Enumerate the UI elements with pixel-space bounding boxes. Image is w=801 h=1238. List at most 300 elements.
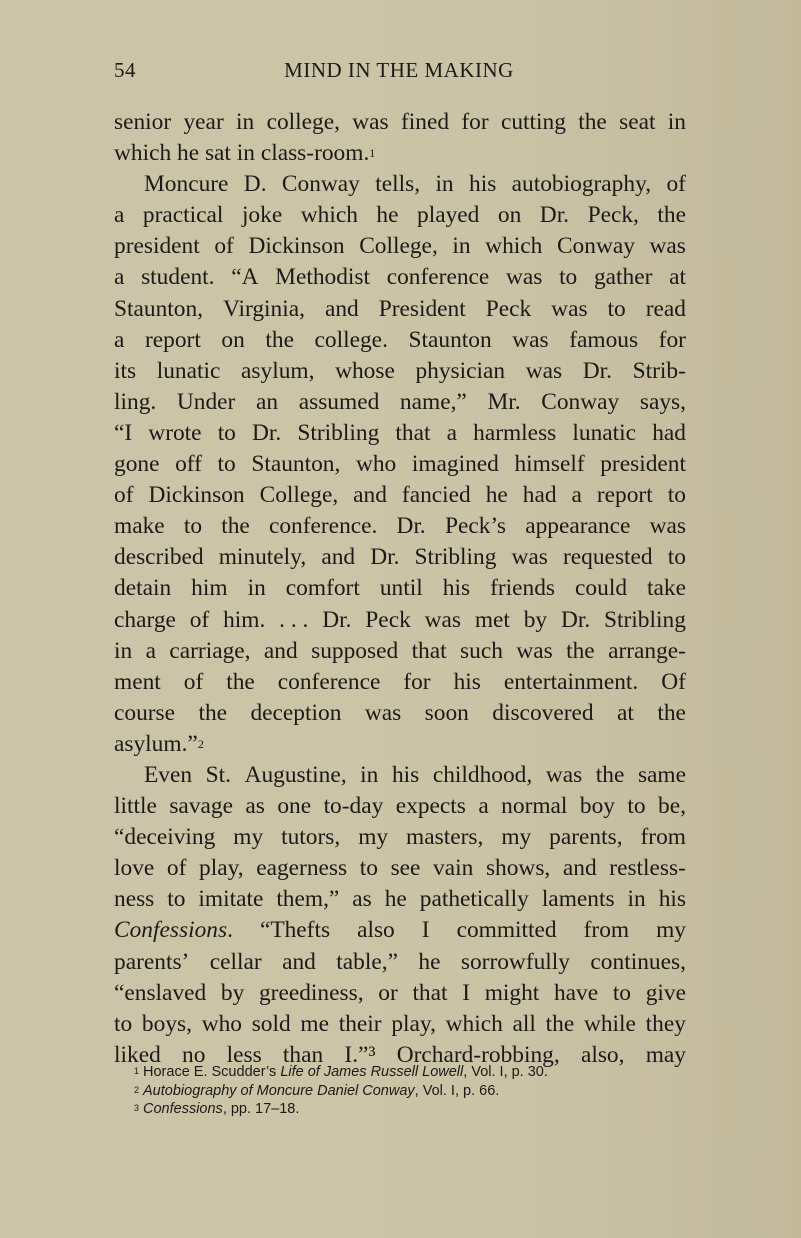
word: boy (579, 793, 615, 820)
word: Staunton, (251, 451, 341, 478)
text-line (114, 1009, 686, 1040)
word: have (553, 979, 599, 1006)
text-line (114, 107, 686, 138)
word: the (545, 1010, 575, 1037)
word: Even (144, 761, 193, 788)
word: restless- (609, 855, 686, 882)
word: Conway (556, 233, 635, 260)
word: to (559, 264, 578, 291)
word: for (403, 668, 431, 695)
word: Peck (485, 295, 532, 322)
word: Dr. (582, 357, 613, 384)
word: shows, (485, 855, 551, 882)
word: who (201, 1010, 242, 1037)
text-line (114, 356, 686, 387)
word: ness (114, 886, 155, 913)
word: conference (386, 264, 490, 291)
word: entertainment. (503, 668, 639, 695)
word: in (360, 761, 379, 788)
word: by (523, 606, 548, 633)
word: cutting (500, 109, 566, 135)
word: might (484, 979, 540, 1006)
word: them,” (276, 886, 340, 913)
word: friends (490, 575, 556, 602)
text-line (114, 480, 686, 511)
word: my (501, 824, 532, 851)
word: asylum.”$^2$ (114, 730, 204, 757)
word: my (358, 824, 389, 851)
word: expects (395, 793, 466, 820)
word: supposed (311, 637, 399, 664)
word: he (485, 482, 508, 509)
word: a (145, 637, 156, 664)
word: a (446, 419, 457, 446)
word: in (236, 109, 255, 135)
word: in (236, 140, 255, 167)
word: comfort (285, 575, 360, 602)
running-title: MIND IN THE MAKING (284, 58, 514, 82)
word: to (667, 482, 686, 509)
word: of (214, 233, 234, 260)
word: Methodist (275, 264, 371, 291)
word: a (114, 326, 125, 353)
word: his (453, 668, 481, 695)
word: the (265, 326, 294, 353)
footnotes (134, 1063, 686, 1119)
word: read (645, 295, 686, 322)
word: report (596, 482, 653, 509)
word: “I (114, 419, 133, 446)
word: Staunton, (114, 295, 204, 322)
word: be, (658, 793, 686, 820)
text-line (114, 978, 686, 1009)
word: gone (114, 451, 160, 478)
word: make (114, 513, 165, 540)
word: Moncure (144, 171, 229, 198)
word: for (461, 109, 489, 135)
word: could (575, 575, 628, 602)
word: a (571, 482, 582, 509)
word: a (114, 264, 125, 291)
word: was (424, 606, 461, 633)
word: “enslaved (114, 979, 207, 1006)
word: student. (141, 264, 215, 291)
word: . . . (279, 606, 309, 633)
word: the (578, 109, 607, 135)
word: to (183, 513, 203, 540)
word: deception (250, 699, 342, 726)
word: and (562, 855, 597, 882)
word: sold (251, 1010, 291, 1037)
text-line (114, 138, 686, 169)
word: my (233, 824, 264, 851)
word: Augustine, (244, 761, 347, 788)
word: to (167, 886, 186, 913)
word: had (522, 482, 557, 509)
word: same (637, 761, 686, 788)
word: to (114, 1010, 133, 1037)
word: “deceiving (114, 824, 216, 851)
word: in (667, 109, 686, 135)
text-line (114, 200, 686, 231)
word: to (217, 451, 236, 478)
word: Conway (541, 388, 620, 415)
word: Strib- (632, 357, 686, 384)
word: says, (639, 388, 686, 415)
word: imagined (411, 451, 499, 478)
word: little (114, 793, 157, 820)
word: that (411, 637, 447, 664)
word: off (175, 451, 202, 478)
word: class-room.$^1$ (260, 140, 376, 167)
word: gather (593, 264, 653, 291)
word: savage (169, 793, 233, 820)
word: was (364, 699, 402, 726)
word: was (525, 357, 563, 384)
word: my (656, 917, 686, 944)
word: continues, (590, 948, 686, 975)
footnote: $^3$ Confessions, pp. 17–18. (134, 1101, 300, 1117)
word: the (221, 513, 250, 540)
word: all (512, 1010, 536, 1037)
word: name,” (399, 388, 467, 415)
word: president (114, 233, 200, 260)
word: sat (204, 140, 231, 167)
word: which (300, 202, 358, 229)
word: seat (619, 109, 656, 135)
word: I (421, 917, 430, 944)
word: masters, (406, 824, 484, 851)
word: course (114, 699, 176, 726)
word: assumed (298, 388, 380, 415)
word: from (583, 917, 630, 944)
word: conference (277, 668, 381, 695)
word: liked (114, 1041, 161, 1068)
word: cellar (209, 948, 262, 975)
word: to (607, 295, 626, 322)
word: Stribling (604, 606, 686, 633)
word: to (217, 419, 236, 446)
word: boys, (141, 1010, 192, 1037)
text-line (114, 667, 686, 698)
word: and (324, 295, 359, 322)
word: and (282, 948, 316, 975)
text-line (114, 853, 686, 884)
word: Dr. (539, 202, 570, 229)
word: year (183, 109, 224, 135)
text-line (114, 231, 686, 262)
word: may (645, 1041, 686, 1068)
word: their (338, 1010, 382, 1037)
word: at (617, 699, 634, 726)
word: by (220, 979, 245, 1006)
text-line (114, 573, 686, 604)
word: he (177, 140, 200, 167)
word: Peck (365, 606, 411, 633)
text-line (114, 294, 686, 325)
word: to (667, 544, 686, 571)
word: president (600, 451, 686, 478)
word: his (469, 171, 497, 198)
word: Virginia, (223, 295, 305, 322)
word: joke (241, 202, 283, 229)
word: played (417, 202, 480, 229)
word: “A (231, 264, 259, 291)
word: was (551, 295, 588, 322)
text-line (114, 791, 686, 822)
word: of (183, 668, 204, 695)
word: college, (266, 109, 340, 135)
word: of (166, 855, 187, 882)
word: play, (199, 855, 244, 882)
word: conference. (268, 513, 378, 540)
word: he (384, 886, 407, 913)
word: such (460, 637, 503, 664)
word: Dr. (560, 606, 591, 633)
word: Orchard-robbing, (396, 1041, 560, 1068)
word: parents, (549, 824, 623, 851)
word: as (352, 886, 372, 913)
word: senior (114, 109, 172, 135)
word: at (669, 264, 686, 291)
text-line (114, 325, 686, 356)
text-line (114, 605, 686, 636)
word: of (189, 606, 210, 633)
word: I (462, 979, 470, 1006)
word: report (144, 326, 201, 353)
word: table,” (336, 948, 398, 975)
text-line (114, 884, 686, 915)
word: was (511, 544, 548, 571)
word: wrote (148, 419, 202, 446)
word: Dickinson (248, 233, 345, 260)
word: asylum, (241, 357, 315, 384)
word: Conway (281, 171, 360, 198)
word: in (247, 575, 266, 602)
word: take (647, 575, 686, 602)
word: its (114, 357, 137, 384)
word: from (640, 824, 686, 851)
word: parents’ (114, 948, 190, 975)
word: “Thefts (259, 917, 331, 944)
body-text (114, 107, 686, 1071)
word: as (245, 793, 265, 820)
word: ment (114, 668, 161, 695)
word: Dr. (396, 513, 426, 540)
word: appearance (525, 513, 631, 540)
word: the (566, 637, 595, 664)
word: in (627, 886, 646, 913)
word: tells, (375, 171, 421, 198)
word: was (505, 264, 543, 291)
text-line (114, 262, 686, 293)
word: his (442, 575, 471, 602)
word: autobiography, (511, 171, 652, 198)
word: D. (243, 171, 267, 198)
text-line (114, 698, 686, 729)
word: College, (359, 233, 438, 260)
text-line (114, 729, 686, 760)
word: discovered (492, 699, 594, 726)
text-line (114, 542, 686, 573)
word: no (182, 1041, 206, 1068)
word: laments (541, 886, 615, 913)
word: Dickinson (148, 482, 245, 509)
word: play, (391, 1010, 436, 1037)
word: eagerness (256, 855, 348, 882)
word: famous (569, 326, 639, 353)
word: physician (415, 357, 506, 384)
word: was (649, 233, 686, 260)
page-header (114, 58, 684, 88)
text-line (114, 636, 686, 667)
word: him (191, 575, 228, 602)
word: he (376, 202, 399, 229)
word: or (378, 979, 398, 1006)
word: a (114, 202, 125, 229)
word: President (378, 295, 466, 322)
word: the (226, 668, 255, 695)
word: him. (223, 606, 266, 633)
word: which (485, 233, 543, 260)
text-line (114, 915, 686, 946)
word: an (256, 388, 279, 415)
word: the (657, 699, 686, 726)
word: was (545, 761, 583, 788)
word: less (226, 1041, 262, 1068)
word: arrange- (608, 637, 686, 664)
word: was (352, 109, 389, 135)
word: childhood, (432, 761, 533, 788)
word: which (445, 1010, 503, 1037)
word: the (198, 699, 228, 726)
word: Confessions. (114, 917, 233, 944)
word: on (497, 202, 522, 229)
text-line (114, 511, 686, 542)
footnote: $^2$ Autobiography of Moncure Daniel Conway, Vol. I, p. 66. (134, 1082, 500, 1099)
word: the (657, 202, 686, 229)
page-number: 54 (114, 58, 136, 82)
word: also, (580, 1041, 625, 1068)
word: was (516, 637, 553, 664)
word: his (658, 886, 686, 913)
word: a (478, 793, 489, 820)
word: fined (400, 109, 450, 135)
word: which (114, 140, 172, 167)
word: while (583, 1010, 636, 1037)
word: harmless (473, 419, 557, 446)
word: they (645, 1010, 686, 1037)
word: Of (661, 668, 686, 695)
word: requested (563, 544, 653, 571)
word: vain (433, 855, 474, 882)
word: that (395, 419, 431, 446)
word: charge (114, 606, 176, 633)
word: the (595, 761, 625, 788)
footnote: $^1$ Horace E. Scudder’s Life of James Russell Lowell, Vol. I, p. 30. (134, 1064, 548, 1080)
word: whose (335, 357, 395, 384)
word: Dr. (252, 419, 282, 446)
word: minutely, (218, 544, 307, 571)
word: until (379, 575, 423, 602)
word: and (321, 544, 356, 571)
word: to (627, 793, 646, 820)
word: ling. (114, 388, 157, 415)
word: love (114, 855, 155, 882)
word: met (474, 606, 510, 633)
word: described (114, 544, 204, 571)
word: Dr. (322, 606, 352, 633)
word: had (652, 419, 686, 446)
word: of (114, 482, 134, 509)
text-line (114, 947, 686, 978)
word: Under (176, 388, 236, 415)
word: was (512, 326, 549, 353)
word: he (418, 948, 441, 975)
word: Staunton (408, 326, 492, 353)
word: pathetically (419, 886, 529, 913)
word: and (263, 637, 298, 664)
word: St. (205, 761, 231, 788)
word: College, (259, 482, 339, 509)
text-line (114, 449, 686, 480)
word: Dr. (370, 544, 400, 571)
word: his (391, 761, 420, 788)
word: give (645, 979, 686, 1006)
word: Stribling (297, 419, 380, 446)
word: I.”³ (344, 1041, 376, 1068)
word: to (612, 979, 632, 1006)
text-line (114, 169, 686, 200)
word: who (355, 451, 397, 478)
word: on (221, 326, 245, 353)
word: sorrowfully (460, 948, 571, 975)
text-line (114, 760, 686, 791)
word: normal (501, 793, 568, 820)
word: Peck, (587, 202, 639, 229)
word: and (353, 482, 387, 509)
word: tutors, (281, 824, 341, 851)
text-line (114, 418, 686, 449)
word: himself (514, 451, 585, 478)
word: practical (142, 202, 224, 229)
word: than (282, 1041, 324, 1068)
word: Stribling (414, 544, 497, 571)
word: lunatic (156, 357, 221, 384)
word: to (359, 855, 378, 882)
word: for (658, 326, 686, 353)
word: fancied (401, 482, 471, 509)
text-line (114, 387, 686, 418)
word: in (452, 233, 471, 260)
word: that (412, 979, 448, 1006)
word: see (390, 855, 421, 882)
word: college. (314, 326, 388, 353)
word: me (300, 1010, 329, 1037)
word: lunatic (572, 419, 637, 446)
word: in (435, 171, 454, 198)
word: also (357, 917, 395, 944)
text-line (114, 822, 686, 853)
word: soon (424, 699, 469, 726)
word: of (666, 171, 686, 198)
word: Mr. (487, 388, 521, 415)
word: in (114, 637, 133, 664)
word: was (649, 513, 686, 540)
word: Peck’s (444, 513, 507, 540)
word: carriage, (169, 637, 251, 664)
word: to-day (323, 793, 384, 820)
